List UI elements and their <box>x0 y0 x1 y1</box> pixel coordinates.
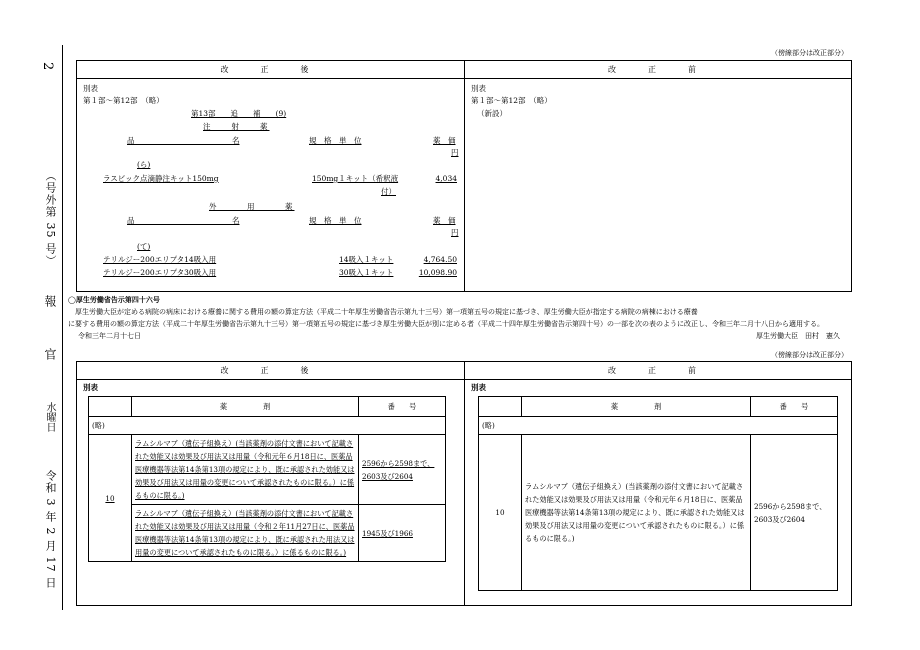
col-name: 品 名 <box>127 136 240 145</box>
before-new: （新設） <box>477 109 507 118</box>
paper-name-1: 報 <box>43 295 57 307</box>
after-col-number: 番 号 <box>359 397 446 417</box>
after-col-drug: 薬 剤 <box>132 397 359 417</box>
notice-body1: 厚生労働大臣が定める病院の病床における療養に関する費用の額の算定方法（平成二十年厚生労働省告示第九十三号）第一項第五号の規定に基づき、厚生労働大臣が指定する病院の病棟における療養 <box>68 308 698 316</box>
notice-date: 令和三年二月十七日 <box>78 332 141 340</box>
item1-spec: 150mg１キット（希釈液 <box>312 174 399 183</box>
after-row-no: 10 <box>89 435 132 562</box>
page-number: 2 <box>40 62 55 71</box>
col-price2: 薬 価 <box>433 216 456 225</box>
after-drug-table <box>88 396 446 562</box>
before-label: 別表 <box>471 84 486 93</box>
before-label-2: 別表 <box>471 383 486 392</box>
before-omitted: (略) <box>479 417 838 435</box>
after-col-no <box>89 397 132 417</box>
injection-title: 注 射 薬 <box>203 122 270 131</box>
col-spec: 規 格 単 位 <box>309 136 362 145</box>
issue-date: 令和 3 年 2 月 17 日 <box>44 470 57 589</box>
notice-body2: に要する費用の額の算定方法（平成二十年厚生労働省告示第九十三号）第一項第五号の規定に基づき厚生労働大臣が別に定める者（平成二十四年厚生労働省告示第四十号）の一部を次の表のように改正し、令和三年二月十八日から適用する。 <box>68 320 824 328</box>
before-row-no: 10 <box>479 435 522 591</box>
before-drug-table <box>478 396 838 591</box>
column-divider-2 <box>464 362 465 605</box>
after-line1: 第１部～第12部 （略） <box>83 96 164 105</box>
col-price: 薬 価 <box>433 136 456 145</box>
before-drug1: ラムシルマブ（遺伝子組換え）(当該薬剤の添付文書において記載された効能又は効果及び用法又は用量（令和元年６月18日に、医薬品医療機器等法第14条第13項の規定により、既に承認された効能又は効果及び用法又は用量の変更について承認されたものに限る。）に係るものに限る。) <box>522 435 751 591</box>
before-col-drug: 薬 剤 <box>522 397 751 417</box>
external-title: 外 用 薬 <box>209 202 295 211</box>
item2-spec: 14吸入１キット <box>339 255 394 264</box>
paper-name-2: 官 <box>43 348 57 360</box>
kana-ra: (ら) <box>137 160 151 169</box>
item3-spec: 30吸入１キット <box>339 268 394 277</box>
yen-unit: 円 <box>451 148 459 157</box>
after-header-2: 改 正 後 <box>77 362 464 380</box>
item3-price: 10,098.90 <box>418 268 457 277</box>
before-col-no <box>479 397 522 417</box>
after-drug1: ラムシルマブ（遺伝子組換え）(当該薬剤の添付文書において記載された効能又は効果及び用法又は用量（令和元年６月18日に、医薬品医療機器等法第14条第13項の規定により、既に承認された効能又は効果及び用法又は用量の変更について承認されたものに限る。）に係るものに限る。) <box>132 435 359 505</box>
before-col-number: 番 号 <box>751 397 838 417</box>
item2-price: 4,764.50 <box>423 255 457 264</box>
col-spec2: 規 格 単 位 <box>309 216 362 225</box>
part-title: 第13部 追 補 (9) <box>191 109 287 118</box>
item3-name: テリルジー200エリプタ30吸入用 <box>103 268 217 277</box>
item1-name: ラスビック点滴静注キット150mg <box>103 174 219 183</box>
before-header-2: 改 正 前 <box>465 362 851 380</box>
item1-spec2: 付） <box>381 187 396 196</box>
notice-title: ◯厚生労働省告示第四十六号 <box>68 295 160 304</box>
section2-note: （傍線部分は改正部分） <box>771 351 848 359</box>
item1-price: 4,034 <box>435 174 457 183</box>
section1-note: （傍線部分は改正部分） <box>771 49 848 57</box>
after-label-2: 別表 <box>83 383 98 392</box>
before-header: 改 正 前 <box>465 61 851 79</box>
section1-table <box>76 60 852 292</box>
notice-minister: 厚生労働大臣 田村 憲久 <box>756 332 840 340</box>
col-name2: 品 名 <box>127 216 240 225</box>
yen-unit2: 円 <box>451 228 459 237</box>
margin-rule <box>62 45 63 610</box>
after-drug2: ラムシルマブ（遺伝子組換え）(当該薬剤の添付文書において記載された効能又は効果及び用法又は用量（令和２年11月27日に、医薬品医療機器等法第14条第13項の規定により、既に承認された用法又は用量の変更について承認されたものに限る。）に係るものに限る。) <box>132 505 359 562</box>
kana-te: (て) <box>137 242 151 251</box>
weekday: 水曜日 <box>44 402 55 432</box>
before-line1: 第１部～第12部 （略） <box>471 96 552 105</box>
before-num1: 2596から2598まで、 2603及び2604 <box>751 435 838 591</box>
issue-number: （号外第 35 号） <box>44 170 57 267</box>
after-omitted: (略) <box>89 417 446 435</box>
after-label: 別表 <box>83 84 98 93</box>
notice-block <box>68 294 852 350</box>
column-divider <box>464 61 465 291</box>
after-header: 改 正 後 <box>77 61 464 79</box>
after-num1: 2596から2598まで、 2603及び2604 <box>359 435 446 505</box>
after-num2: 1945及び1966 <box>359 505 446 562</box>
item2-name: テリルジー200エリプタ14吸入用 <box>103 255 217 264</box>
